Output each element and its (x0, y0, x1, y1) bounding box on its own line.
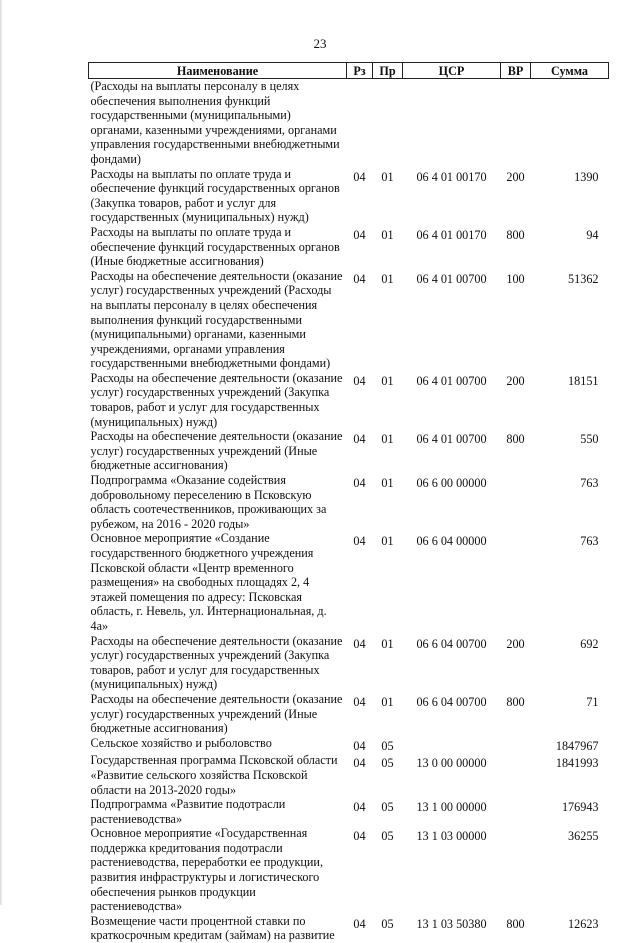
cell-csr: 06 4 01 00700 (403, 371, 501, 429)
table-header-row (89, 63, 609, 79)
table-row (89, 797, 609, 826)
cell-name: Государственная программа Псковской области «Развитие сельского хозяйства Псковской области на 2013-2020 годы» (89, 753, 347, 797)
cell-name: Подпрограмма «Оказание содействия добровольному переселению в Псковскую область соотечественников, проживающих за рубежом, на 2016 - 2020 годы» (89, 473, 347, 531)
cell-pr: 01 (373, 531, 403, 633)
cell-csr: 06 6 04 00000 (403, 531, 501, 633)
cell-name: Расходы на обеспечение деятельности (оказание услуг) государственных учреждений (Закупка товаров, работ и услуг для государственных (муниципальных) нужд) (89, 634, 347, 692)
cell-csr: 06 6 04 00700 (403, 634, 501, 692)
cell-name: Расходы на обеспечение деятельности (оказание услуг) государственных учреждений (Расходы на выплаты персоналу в целях обеспечения выполнения функций государственными (муниципальными) органами, казенными учреждениями, органами управления государственными внебюджетными фондами) (89, 269, 347, 371)
cell-pr: 01 (373, 167, 403, 225)
cell-pr: 01 (373, 692, 403, 736)
cell-sum: 1841993 (531, 753, 609, 797)
cell-name: Возмещение части процентной ставки по краткосрочным кредитам (займам) на развитие (89, 914, 347, 943)
cell-vr (501, 753, 531, 797)
cell-rz: 04 (347, 473, 373, 531)
cell-name: Расходы на выплаты по оплате труда и обеспечение функций государственных органов (Закупка товаров, работ и услуг для государственных (муниципальных) нужд) (89, 167, 347, 225)
cell-name: Расходы на обеспечение деятельности (оказание услуг) государственных учреждений (Иные бюджетные ассигнования) (89, 429, 347, 473)
cell-rz: 04 (347, 753, 373, 797)
cell-pr: 05 (373, 914, 403, 943)
cell-sum: 1847967 (531, 736, 609, 754)
cell-pr: 05 (373, 753, 403, 797)
cell-pr: 05 (373, 736, 403, 754)
cell-rz: 04 (347, 826, 373, 914)
cell-sum: 1390 (531, 167, 609, 225)
cell-sum (531, 79, 609, 167)
table-row (89, 473, 609, 531)
table-row (89, 167, 609, 225)
cell-vr (501, 797, 531, 826)
cell-vr (501, 826, 531, 914)
cell-vr: 800 (501, 692, 531, 736)
cell-name: Основное мероприятие «Создание государственного бюджетного учреждения Псковской области «Центр временного размещения» на свободных площадях 2, 4 этажей помещения по адресу: Псковская область, г. Невель, ул. Интернациональная, д. 4а» (89, 531, 347, 633)
cell-rz (347, 79, 373, 167)
cell-name: Расходы на выплаты по оплате труда и обеспечение функций государственных органов (Иные бюджетные ассигнования) (89, 225, 347, 269)
cell-vr: 100 (501, 269, 531, 371)
cell-vr: 800 (501, 914, 531, 943)
cell-csr: 06 6 00 00000 (403, 473, 501, 531)
scan-edge (0, 0, 3, 905)
cell-vr: 200 (501, 634, 531, 692)
cell-sum: 71 (531, 692, 609, 736)
header-rz: Рз (347, 63, 373, 79)
cell-pr: 01 (373, 371, 403, 429)
table-row (89, 692, 609, 736)
cell-csr: 06 4 01 00700 (403, 269, 501, 371)
cell-vr (501, 79, 531, 167)
cell-pr: 01 (373, 429, 403, 473)
cell-sum: 550 (531, 429, 609, 473)
cell-rz: 04 (347, 797, 373, 826)
table-row (89, 826, 609, 914)
cell-pr: 05 (373, 826, 403, 914)
cell-vr: 800 (501, 429, 531, 473)
cell-name: Сельское хозяйство и рыболовство (89, 736, 347, 754)
cell-sum: 763 (531, 473, 609, 531)
cell-csr: 13 1 03 00000 (403, 826, 501, 914)
cell-vr (501, 736, 531, 754)
cell-rz: 04 (347, 225, 373, 269)
cell-vr (501, 531, 531, 633)
cell-csr: 13 1 00 00000 (403, 797, 501, 826)
table-row (89, 914, 609, 943)
table-row (89, 736, 609, 754)
cell-pr: 01 (373, 225, 403, 269)
cell-rz: 04 (347, 429, 373, 473)
cell-rz: 04 (347, 692, 373, 736)
table-body (89, 79, 609, 943)
cell-csr (403, 736, 501, 754)
table-row (89, 753, 609, 797)
cell-pr: 05 (373, 797, 403, 826)
cell-sum: 51362 (531, 269, 609, 371)
cell-name: Расходы на обеспечение деятельности (оказание услуг) государственных учреждений (Закупка товаров, работ и услуг для государственных (муниципальных) нужд) (89, 371, 347, 429)
cell-rz: 04 (347, 914, 373, 943)
table-row (89, 429, 609, 473)
cell-rz: 04 (347, 634, 373, 692)
cell-rz: 04 (347, 371, 373, 429)
cell-rz: 04 (347, 736, 373, 754)
cell-rz: 04 (347, 167, 373, 225)
table-row (89, 634, 609, 692)
cell-csr: 06 4 01 00170 (403, 225, 501, 269)
cell-pr: 01 (373, 634, 403, 692)
cell-name: Расходы на обеспечение деятельности (оказание услуг) государственных учреждений (Иные бюджетные ассигнования) (89, 692, 347, 736)
cell-sum: 94 (531, 225, 609, 269)
cell-name: Основное мероприятие «Государственная поддержка кредитования подотрасли растениеводства, переработки ее продукции, развития инфраструктуры и логистического обеспечения рынков продукции растениеводства» (89, 826, 347, 914)
cell-csr: 13 0 00 00000 (403, 753, 501, 797)
cell-csr: 06 4 01 00700 (403, 429, 501, 473)
cell-csr: 06 6 04 00700 (403, 692, 501, 736)
cell-sum: 692 (531, 634, 609, 692)
header-csr: ЦСР (403, 63, 501, 79)
cell-sum: 763 (531, 531, 609, 633)
cell-sum: 12623 (531, 914, 609, 943)
cell-vr (501, 473, 531, 531)
page-number: 23 (0, 36, 640, 52)
cell-sum: 176943 (531, 797, 609, 826)
cell-rz: 04 (347, 269, 373, 371)
table-row (89, 225, 609, 269)
cell-pr: 01 (373, 473, 403, 531)
cell-csr: 06 4 01 00170 (403, 167, 501, 225)
cell-vr: 800 (501, 225, 531, 269)
table-row (89, 371, 609, 429)
header-sum: Сумма (531, 63, 609, 79)
cell-csr: 13 1 03 50380 (403, 914, 501, 943)
budget-table (88, 62, 609, 943)
header-vr: ВР (501, 63, 531, 79)
cell-pr: 01 (373, 269, 403, 371)
cell-rz: 04 (347, 531, 373, 633)
cell-sum: 36255 (531, 826, 609, 914)
cell-name: (Расходы на выплаты персоналу в целях обеспечения выполнения функций государственными (муниципальными) органами, казенными учреждениями, органами управления государственными внебюджетными фондами) (89, 79, 347, 167)
table-row (89, 79, 609, 167)
cell-vr: 200 (501, 167, 531, 225)
header-name: Наименование (89, 63, 347, 79)
table-row (89, 531, 609, 633)
table-row (89, 269, 609, 371)
cell-sum: 18151 (531, 371, 609, 429)
cell-name: Подпрограмма «Развитие подотрасли растениеводства» (89, 797, 347, 826)
cell-vr: 200 (501, 371, 531, 429)
header-pr: Пр (373, 63, 403, 79)
cell-pr (373, 79, 403, 167)
cell-csr (403, 79, 501, 167)
